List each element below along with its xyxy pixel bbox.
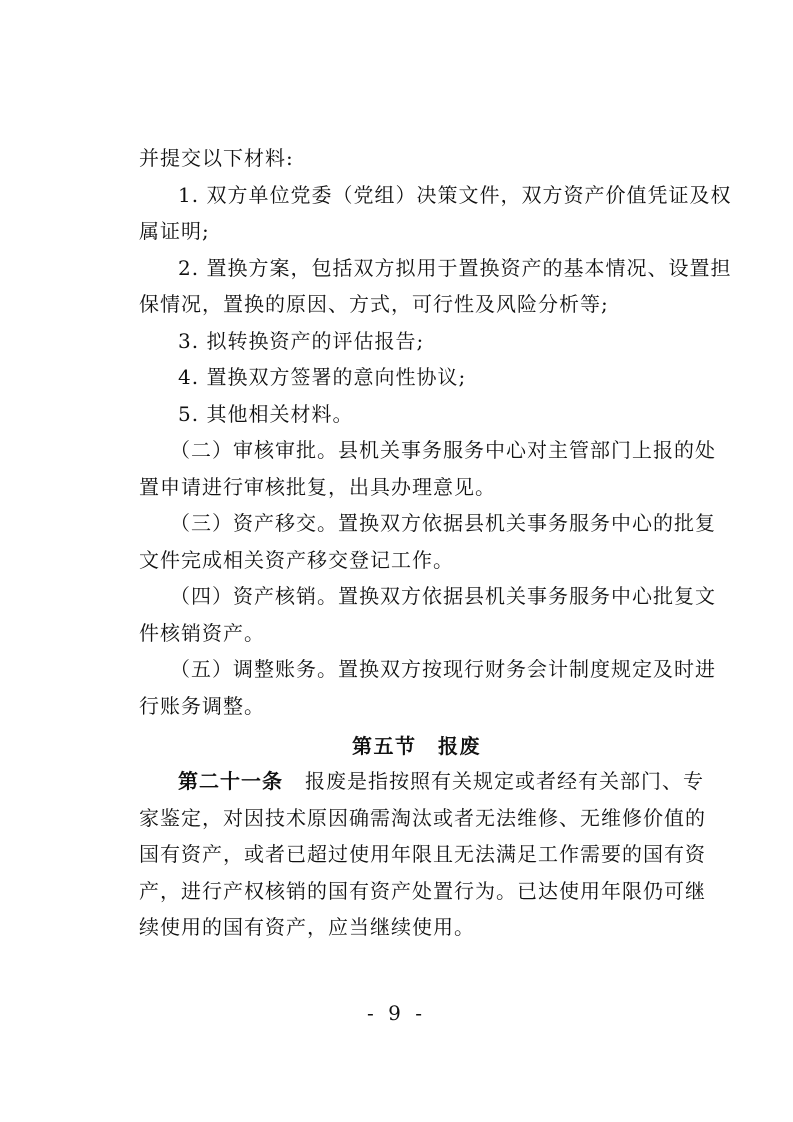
text-line: （三）资产移交。置换双方依据县机关事务服务中心的批复 <box>170 511 716 535</box>
text-line: 文件完成相关资产移交登记工作。 <box>139 548 454 572</box>
text-line: 3. 拟转换资产的评估报告; <box>178 329 425 353</box>
text-line: 置申请进行审核批复，出具办理意见。 <box>139 475 496 499</box>
text-line: 4. 置换双方签署的意向性协议; <box>178 365 467 389</box>
text-line: 续使用的国有资产，应当继续使用。 <box>139 915 475 939</box>
text-line: 1. 双方单位党委（党组）决策文件，双方资产价值凭证及权 <box>178 183 732 207</box>
text-line: 产，进行产权核销的国有资产处置行为。已达使用年限仍可继 <box>139 879 706 903</box>
section-heading: 第五节 报废 <box>352 734 481 758</box>
article-text: 报废是指按照有关规定或者经有关部门、专 <box>305 769 704 793</box>
text-line: 保情况，置换的原因、方式，可行性及风险分析等; <box>139 292 609 316</box>
text-line: （四）资产核销。置换双方依据县机关事务服务中心批复文 <box>170 584 716 608</box>
text-line: 行账务调整。 <box>139 694 265 718</box>
text-line: 属证明; <box>139 219 210 243</box>
text-line: （二）审核审批。县机关事务服务中心对主管部门上报的处 <box>170 438 716 462</box>
text-line: （五）调整账务。置换双方按现行财务会计制度规定及时进 <box>170 657 716 681</box>
text-line: 2. 置换方案，包括双方拟用于置换资产的基本情况、设置担 <box>178 256 732 280</box>
article-label: 第二十一条 <box>178 769 283 793</box>
text-line: 国有资产，或者已超过使用年限且无法满足工作需要的国有资 <box>139 842 706 866</box>
text-line: 件核销资产。 <box>139 621 265 645</box>
text-line: 5. 其他相关材料。 <box>178 402 354 426</box>
text-line: 家鉴定，对因技术原因确需淘汰或者无法维修、无维修价值的 <box>139 806 706 830</box>
article-first-line <box>0 766 793 796</box>
text-line: 并提交以下材料: <box>139 146 294 170</box>
page-number: - 9 - <box>367 1001 426 1025</box>
